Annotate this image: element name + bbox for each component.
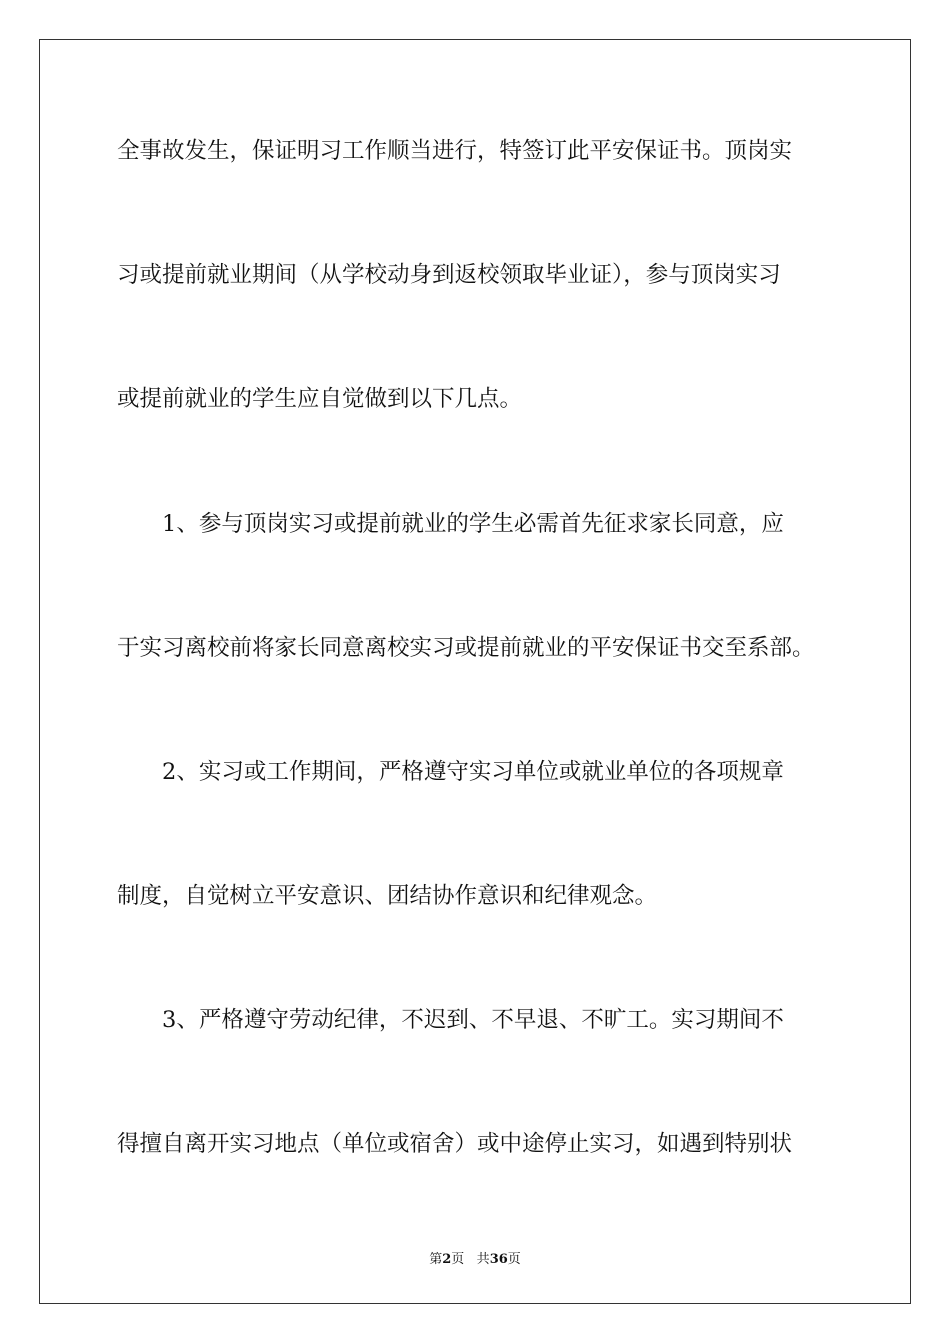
total-suffix: 页: [507, 1252, 521, 1267]
total-prefix: 共: [476, 1252, 490, 1267]
page-frame: [39, 39, 911, 1304]
text-line-4: 1、参与顶岗实习或提前就业的学生必需首先征求家长同意，应: [117, 511, 784, 537]
text-line-8: 3、严格遵守劳动纪律，不迟到、不早退、不旷工。实习期间不: [117, 1007, 784, 1033]
page-number: 2: [442, 1252, 452, 1267]
text-line-7: 制度，自觉树立平安意识、团结协作意识和纪律观念。: [117, 883, 658, 909]
text-line-3: 或提前就业的学生应自觉做到以下几点。: [117, 386, 523, 412]
total-pages: 36: [489, 1252, 508, 1267]
page-prefix: 第: [429, 1252, 443, 1267]
text-line-1: 全事故发生，保证明习工作顺当进行，特签订此平安保证书。顶岗实: [117, 138, 793, 164]
page-footer: [0, 1248, 950, 1267]
text-line-9: 得擅自离开实习地点（单位或宿舍）或中途停止实习，如遇到特别状: [117, 1131, 793, 1157]
page-suffix: 页: [451, 1252, 465, 1267]
text-line-5: 于实习离校前将家长同意离校实习或提前就业的平安保证书交至系部。: [117, 635, 815, 661]
text-line-2: 习或提前就业期间（从学校动身到返校领取毕业证），参与顶岗实习: [117, 262, 781, 288]
text-line-6: 2、实习或工作期间，严格遵守实习单位或就业单位的各项规章: [117, 759, 784, 785]
